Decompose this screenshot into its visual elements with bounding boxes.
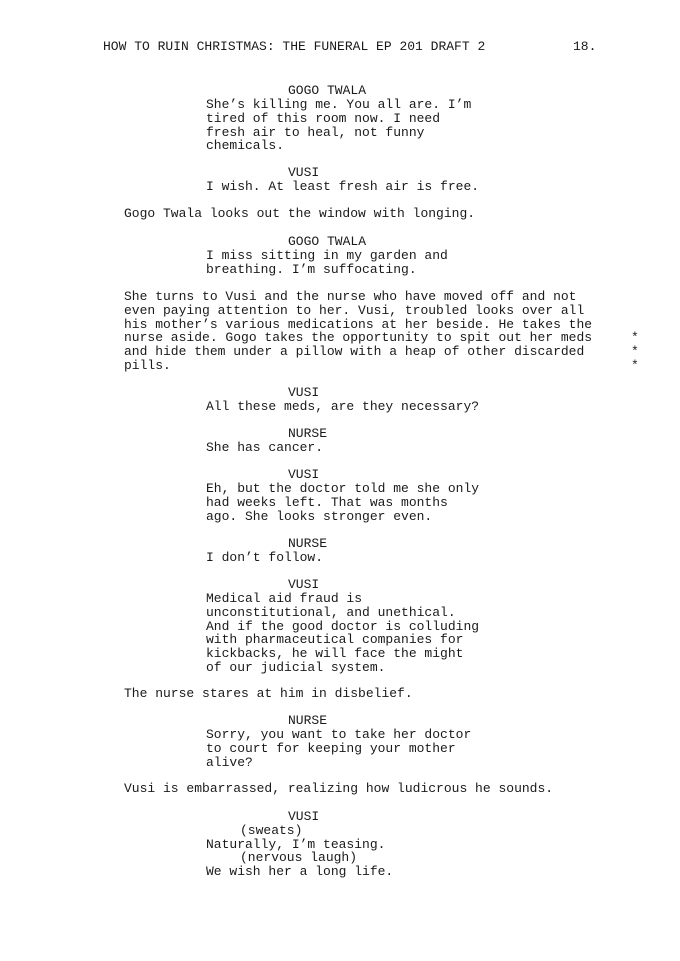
dialogue: We wish her a long life. bbox=[206, 864, 394, 879]
dialogue: She’s killing me. You all are. I’m tired of this room now. I need fresh air to heal, not funny chemicals. bbox=[206, 97, 472, 154]
character-name: NURSE bbox=[288, 713, 328, 728]
dialogue: Naturally, I’m teasing. bbox=[206, 837, 386, 852]
dialogue: She has cancer. bbox=[206, 440, 324, 455]
character-name: VUSI bbox=[288, 165, 320, 180]
dialogue: I wish. At least fresh air is free. bbox=[206, 179, 480, 194]
character-name: VUSI bbox=[288, 467, 320, 482]
page-header-title: HOW TO RUIN CHRISTMAS: THE FUNERAL EP 201 DRAFT 2 bbox=[103, 39, 486, 54]
revision-mark: * bbox=[631, 344, 639, 359]
dialogue: All these meds, are they necessary? bbox=[206, 399, 480, 414]
parenthetical: (sweats) bbox=[240, 823, 303, 838]
action-line: She turns to Vusi and the nurse who have moved off and not even paying attention to her. Vusi, troubled looks over all his mother’s various medications at her beside. He takes the nurse aside. Gogo takes the opportunity to spit out her meds and hide them under a pillow with a heap of other discarded pills. bbox=[124, 289, 593, 373]
page-number: 18. bbox=[573, 39, 597, 54]
dialogue: I miss sitting in my garden and breathing. I’m suffocating. bbox=[206, 248, 448, 277]
character-name: NURSE bbox=[288, 426, 328, 441]
action-line: Gogo Twala looks out the window with longing. bbox=[124, 206, 476, 221]
action-line: Vusi is embarrassed, realizing how ludicrous he sounds. bbox=[124, 781, 554, 796]
dialogue: Eh, but the doctor told me she only had weeks left. That was months ago. She looks stronger even. bbox=[206, 481, 480, 524]
dialogue: Sorry, you want to take her doctor to court for keeping your mother alive? bbox=[206, 727, 472, 770]
character-name: VUSI bbox=[288, 385, 320, 400]
revision-mark: * bbox=[631, 358, 639, 373]
character-name: NURSE bbox=[288, 536, 328, 551]
revision-mark: * bbox=[631, 330, 639, 345]
action-line: The nurse stares at him in disbelief. bbox=[124, 686, 413, 701]
character-name: GOGO TWALA bbox=[288, 83, 367, 98]
dialogue: Medical aid fraud is unconstitutional, and unethical. And if the good doctor is colluding with pharmaceutical companies for kickbacks, he will face the might of our judicial system. bbox=[206, 591, 480, 675]
parenthetical: (nervous laugh) bbox=[240, 850, 358, 865]
character-name: VUSI bbox=[288, 577, 320, 592]
character-name: VUSI bbox=[288, 809, 320, 824]
dialogue: I don’t follow. bbox=[206, 550, 324, 565]
character-name: GOGO TWALA bbox=[288, 234, 367, 249]
